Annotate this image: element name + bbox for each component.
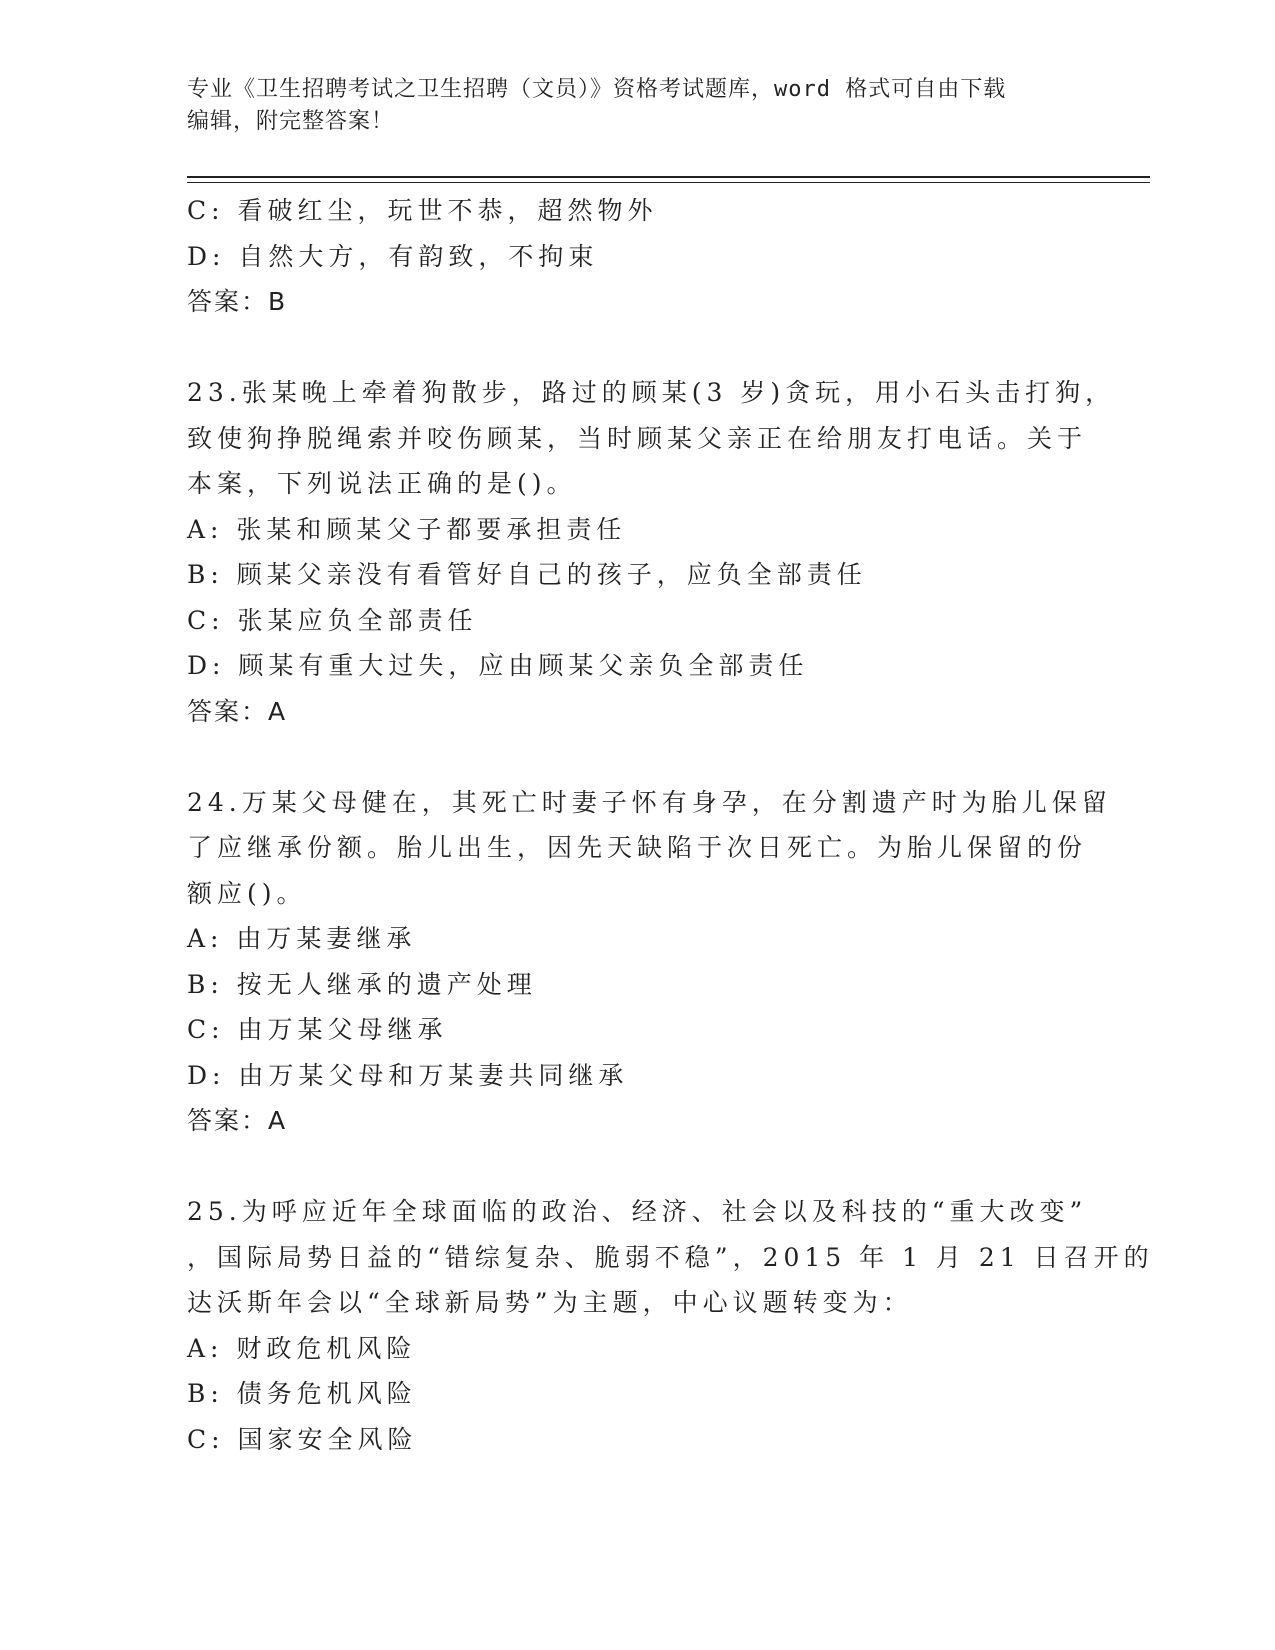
option-a: A: 张某和顾某父子都要承担责任: [187, 514, 627, 544]
question-text-line: 了应继承份额。胎儿出生，因先天缺陷于次日死亡。为胎儿保留的份: [187, 833, 1088, 862]
spacer: [187, 734, 1087, 780]
header-divider-thin: [187, 182, 1150, 183]
question-text-line: 达沃斯年会以“全球新局势”为主题，中心议题转变为：: [187, 1288, 913, 1317]
header-divider-thick: [187, 176, 1150, 178]
option-b: B: 按无人继承的遗产处理: [187, 969, 537, 999]
option-d: D: 由万某父母和万某妻共同继承: [187, 1060, 629, 1090]
answer-line: 答案：B: [187, 287, 288, 316]
question-text-line: ，国际局势日益的“错综复杂、脆弱不稳”，2015 年 1 月 21 日召开的: [187, 1242, 1154, 1272]
option-d: D: 自然大方，有韵致，不拘束: [187, 241, 599, 271]
option-a: A: 由万某妻继承: [187, 924, 417, 953]
header-line-2: 编辑，附完整答案！: [187, 109, 395, 134]
question-25: [187, 1189, 1154, 1462]
option-c: C: 国家安全风险: [187, 1424, 418, 1454]
option-b: B: 顾某父亲没有看管好自己的孩子，应负全部责任: [187, 560, 867, 589]
header-line-1: 专业《卫生招聘考试之卫生招聘（文员）》资格考试题库，word 格式可自由下载: [187, 77, 1007, 102]
option-b: B: 债务危机风险: [187, 1379, 417, 1408]
page-header: [187, 74, 1087, 138]
option-c: C: 张某应负全部责任: [187, 605, 478, 635]
question-text-line: 23.张某晚上牵着狗散步，路过的顾某(3 岁)贪玩，用小石头击打狗，: [187, 378, 1116, 407]
question-text-line: 25.为呼应近年全球面临的政治、经济、社会以及科技的“重大改变”: [187, 1197, 1088, 1226]
question-list: [187, 188, 1154, 1462]
spacer: [187, 1144, 1087, 1190]
option-d: D: 顾某有重大过失，应由顾某父亲负全部责任: [187, 651, 809, 680]
question-text-line: 本案，下列说法正确的是()。: [187, 469, 577, 498]
option-a: A: 财政危机风险: [187, 1333, 417, 1363]
option-c: C: 看破红尘，玩世不恭，超然物外: [187, 196, 658, 225]
spacer: [187, 325, 1087, 371]
question-24: [187, 780, 1112, 1144]
question-text-line: 致使狗挣脱绳索并咬伤顾某，当时顾某父亲正在给朋友打电话。关于: [187, 423, 1088, 453]
question-text-line: 24.万某父母健在，其死亡时妻子怀有身孕，在分割遗产时为胎儿保留: [187, 787, 1112, 817]
option-c: C: 由万某父母继承: [187, 1015, 448, 1044]
answer-line: 答案：A: [187, 696, 288, 726]
previous-question-tail: [187, 188, 1087, 325]
question-23: [187, 370, 1116, 734]
answer-line: 答案：A: [187, 1106, 288, 1135]
question-text-line: 额应()。: [187, 878, 307, 908]
